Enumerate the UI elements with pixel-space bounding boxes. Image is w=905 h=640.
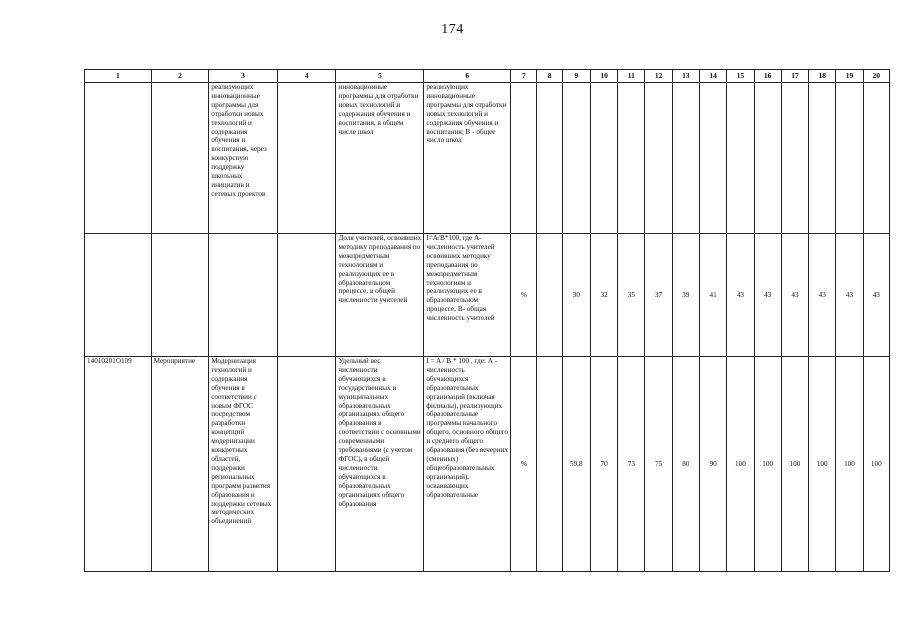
table-cell: I = A / B * 100 , где: А - численность обучающихся образовательных организаций (включая филиалы), реализующих образовательные программы начального общего, основного общего и среднего общего образования (без вечерних (сменных) общеобразовательных организаций), осваивающих образовательные (424, 357, 511, 572)
page-number: 174 (441, 22, 464, 37)
column-header: 17 (781, 70, 808, 83)
table-cell (700, 83, 727, 234)
table-cell: 70 (590, 357, 617, 572)
table-cell: 100 (727, 357, 754, 572)
table-cell (85, 234, 152, 357)
table-cell: 43 (809, 234, 836, 357)
table-cell (209, 234, 278, 357)
table-cell (645, 83, 672, 234)
column-header: 19 (836, 70, 863, 83)
table-cell (85, 83, 152, 234)
table-cell (537, 83, 562, 234)
table-cell (277, 234, 336, 357)
column-header: 5 (336, 70, 424, 83)
column-header: 18 (809, 70, 836, 83)
column-header: 3 (209, 70, 278, 83)
table-cell: 43 (863, 234, 889, 357)
table-cell: 59,8 (562, 357, 590, 572)
table-cell: 14010201O109 (85, 357, 152, 572)
table-cell (754, 83, 781, 234)
table-cell: 100 (809, 357, 836, 572)
table-cell: 35 (618, 234, 645, 357)
table-cell (151, 83, 209, 234)
table-cell (562, 83, 590, 234)
table-cell: Мероприятие (151, 357, 209, 572)
table-cell (727, 83, 754, 234)
table-cell: 32 (590, 234, 617, 357)
table-cell: Удельный вес численности обучающихся в государственных и муниципальных образовательных организациях общего образования в соответствии с основными современными требованиями (с учетом ФГОС), в общей численности обучающихся в образовательных организациях общего образования (336, 357, 424, 572)
table-cell: I=A/B*100, где А- численность учителей освоивших методику преподавания по межпредметным технологиям и реализующих ее в образовательном процессе, В- общая численность учителей (424, 234, 511, 357)
table-cell: 100 (754, 357, 781, 572)
table-cell (277, 357, 336, 572)
column-header: 2 (151, 70, 209, 83)
indicator-table (84, 69, 890, 572)
table-cell: 73 (618, 357, 645, 572)
column-header: 20 (863, 70, 889, 83)
table-cell (537, 234, 562, 357)
table-cell: % (511, 357, 537, 572)
table-cell (537, 357, 562, 572)
column-header: 6 (424, 70, 511, 83)
table-cell (809, 83, 836, 234)
table-row (85, 357, 890, 572)
column-header: 14 (700, 70, 727, 83)
table-cell: Доля учителей, освоивших методику преподавания по межпредметным технологиям и реализующих ее в образовательном процессе, в общей численности учителей (336, 234, 424, 357)
column-header: 15 (727, 70, 754, 83)
table-cell: 43 (781, 234, 808, 357)
table-cell: 37 (645, 234, 672, 357)
table-cell: 100 (781, 357, 808, 572)
table-cell (863, 83, 889, 234)
table-cell (277, 83, 336, 234)
header-row (85, 70, 890, 83)
column-header: 11 (618, 70, 645, 83)
table-cell (590, 83, 617, 234)
table-body (85, 83, 890, 572)
table-cell: реализующих инновационные программы для отработки новых технологий и содержания обучения и воспитания, через конкурсную поддержку школьных инициатив и сетевых проектов (209, 83, 278, 234)
table-cell (151, 234, 209, 357)
table-cell: 100 (863, 357, 889, 572)
table-cell: 30 (562, 234, 590, 357)
table-cell: 43 (727, 234, 754, 357)
table-cell: 100 (836, 357, 863, 572)
table-cell: 90 (700, 357, 727, 572)
column-header: 16 (754, 70, 781, 83)
column-header: 10 (590, 70, 617, 83)
table-cell: 75 (645, 357, 672, 572)
column-header: 4 (277, 70, 336, 83)
table-cell (836, 83, 863, 234)
column-header: 1 (85, 70, 152, 83)
table-cell: реализующих инновационные программы для отработки новых технологий и содержания обучения и воспитания; В - общее число школ (424, 83, 511, 234)
column-header: 13 (672, 70, 699, 83)
table-cell (781, 83, 808, 234)
table-cell: Модернизация технологий и содержания обучения в соответствии с новым ФГОС посредством разработки концепций модернизации конкретных областей, поддержки региональных программ развития образования и поддержки сетевых методических объединений (209, 357, 278, 572)
table-cell: % (511, 234, 537, 357)
table-cell: 41 (700, 234, 727, 357)
column-header: 8 (537, 70, 562, 83)
table-cell: 43 (754, 234, 781, 357)
column-header: 9 (562, 70, 590, 83)
table-cell (672, 83, 699, 234)
table-cell (618, 83, 645, 234)
table-cell: 39 (672, 234, 699, 357)
column-header: 12 (645, 70, 672, 83)
table-row (85, 83, 890, 234)
table-cell: 43 (836, 234, 863, 357)
table-cell (511, 83, 537, 234)
table-cell: инновационные программы для отработки новых технологий и содержания обучения и воспитания, в общем числе школ (336, 83, 424, 234)
column-header: 7 (511, 70, 537, 83)
table-row (85, 234, 890, 357)
table-cell: 80 (672, 357, 699, 572)
